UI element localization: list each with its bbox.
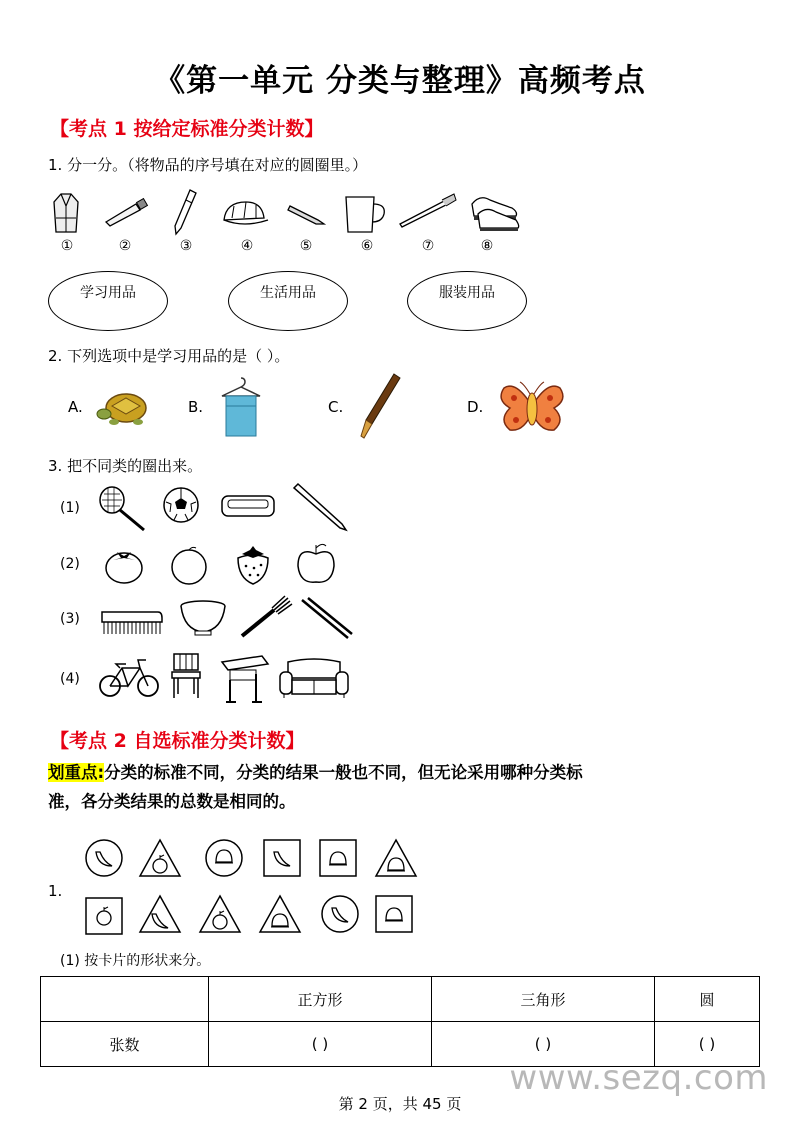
card-triangle-banana	[140, 896, 180, 932]
card-triangle-peach	[376, 840, 416, 876]
item-number: ④	[240, 238, 254, 254]
q1-items-row	[0, 188, 800, 238]
bicycle-icon	[98, 654, 160, 700]
racket-icon	[96, 484, 148, 532]
soccer-ball-icon	[162, 486, 200, 524]
fountain-pen-icon	[356, 372, 402, 440]
sofa-icon	[278, 656, 350, 700]
item-number: ①	[60, 238, 74, 254]
item-number: ⑦	[421, 238, 435, 254]
question-1-text: 1. 分一分。（将物品的序号填在对应的圆圈里。）	[48, 156, 368, 174]
item-number: ⑥	[360, 238, 374, 254]
highlight-label: 划重点:	[48, 763, 105, 782]
strawberry-icon	[234, 544, 272, 586]
q2-1-number: 1.	[48, 882, 63, 900]
question-3-text: 3. 把不同类的圈出来。	[48, 457, 203, 475]
table-header-cell: 正方形	[209, 977, 432, 1022]
sub-question-1: (1) 按卡片的形状来分。	[60, 953, 211, 969]
card-circle-peach	[206, 840, 242, 876]
pencil-icon	[172, 188, 198, 236]
card-square-apple	[86, 898, 122, 934]
item-number: ③	[179, 238, 193, 254]
key-point-note	[48, 758, 738, 816]
card-square-peach	[376, 896, 412, 932]
desk-icon	[218, 652, 270, 704]
baseball-bat-icon	[292, 480, 352, 534]
card-triangle-apple	[140, 840, 180, 876]
turtle-icon	[96, 384, 152, 428]
section-heading-1: 【考点 1 按给定标准分类计数】	[50, 118, 324, 140]
card-triangle-apple	[200, 896, 240, 932]
butterfly-icon	[496, 376, 568, 438]
pen-icon	[288, 202, 326, 226]
tomato-icon	[103, 544, 145, 586]
fork-icon	[238, 596, 294, 640]
comb-icon	[98, 606, 164, 636]
chair-icon	[168, 652, 204, 700]
circle-clothing-supplies[interactable]: 服装用品	[407, 271, 527, 331]
item-number: ⑧	[480, 238, 494, 254]
row-2-label: (2)	[60, 556, 80, 572]
watermark: www.sezq.com	[509, 1058, 768, 1098]
page-footer: 第 2 页，共 45 页	[338, 1095, 462, 1113]
option-b-label[interactable]: B.	[188, 398, 204, 416]
note-line-2: 准，各分类结果的总数是相同的。	[48, 792, 296, 811]
answer-blank[interactable]: ( )	[432, 1022, 655, 1067]
table-header-row	[41, 977, 760, 1022]
table-header-cell: 三角形	[432, 977, 655, 1022]
table-header-cell	[41, 977, 209, 1022]
toothbrush-icon	[398, 194, 458, 228]
item-number: ⑤	[299, 238, 313, 254]
section-heading-2: 【考点 2 自选标准分类计数】	[50, 730, 305, 752]
coat-icon	[52, 192, 80, 234]
item-number: ②	[118, 238, 132, 254]
card-square-peach	[320, 840, 356, 876]
towel-icon	[218, 376, 264, 438]
circle-study-supplies[interactable]: 学习用品	[48, 271, 168, 331]
option-c-label[interactable]: C.	[328, 398, 344, 416]
note-line-1: 分类的标准不同，分类的结果一般也不同，但无论采用哪种分类标	[104, 763, 583, 782]
table-row-label: 张数	[41, 1022, 209, 1067]
bowl-icon	[178, 598, 228, 638]
question-2-text: 2. 下列选项中是学习用品的是（ ）。	[48, 347, 290, 365]
chopsticks-icon	[298, 596, 354, 642]
shape-cards	[80, 834, 430, 944]
circle-daily-supplies[interactable]: 生活用品	[228, 271, 348, 331]
shoes-icon	[468, 190, 520, 232]
answer-blank[interactable]: ( )	[209, 1022, 432, 1067]
row-4-label: (4)	[60, 671, 80, 687]
orange-icon	[168, 544, 210, 586]
answer-blank[interactable]: ( )	[655, 1022, 760, 1067]
card-triangle-peach	[260, 896, 300, 932]
page-title: 《第一单元 分类与整理》高频考点	[154, 63, 646, 99]
row-1-label: (1)	[60, 500, 80, 516]
card-circle-banana	[322, 896, 358, 932]
card-circle-banana	[86, 840, 122, 876]
pencil-case-icon	[218, 490, 278, 520]
cup-icon	[342, 194, 390, 234]
card-square-banana	[264, 840, 300, 876]
count-table	[40, 976, 760, 1067]
option-a-label[interactable]: A.	[68, 398, 83, 416]
row-3-label: (3)	[60, 611, 80, 627]
table-header-cell: 圆	[655, 977, 760, 1022]
option-d-label[interactable]: D.	[467, 398, 484, 416]
apple-icon	[294, 542, 338, 586]
cap-icon	[218, 198, 270, 230]
toothpaste-icon	[102, 198, 150, 228]
